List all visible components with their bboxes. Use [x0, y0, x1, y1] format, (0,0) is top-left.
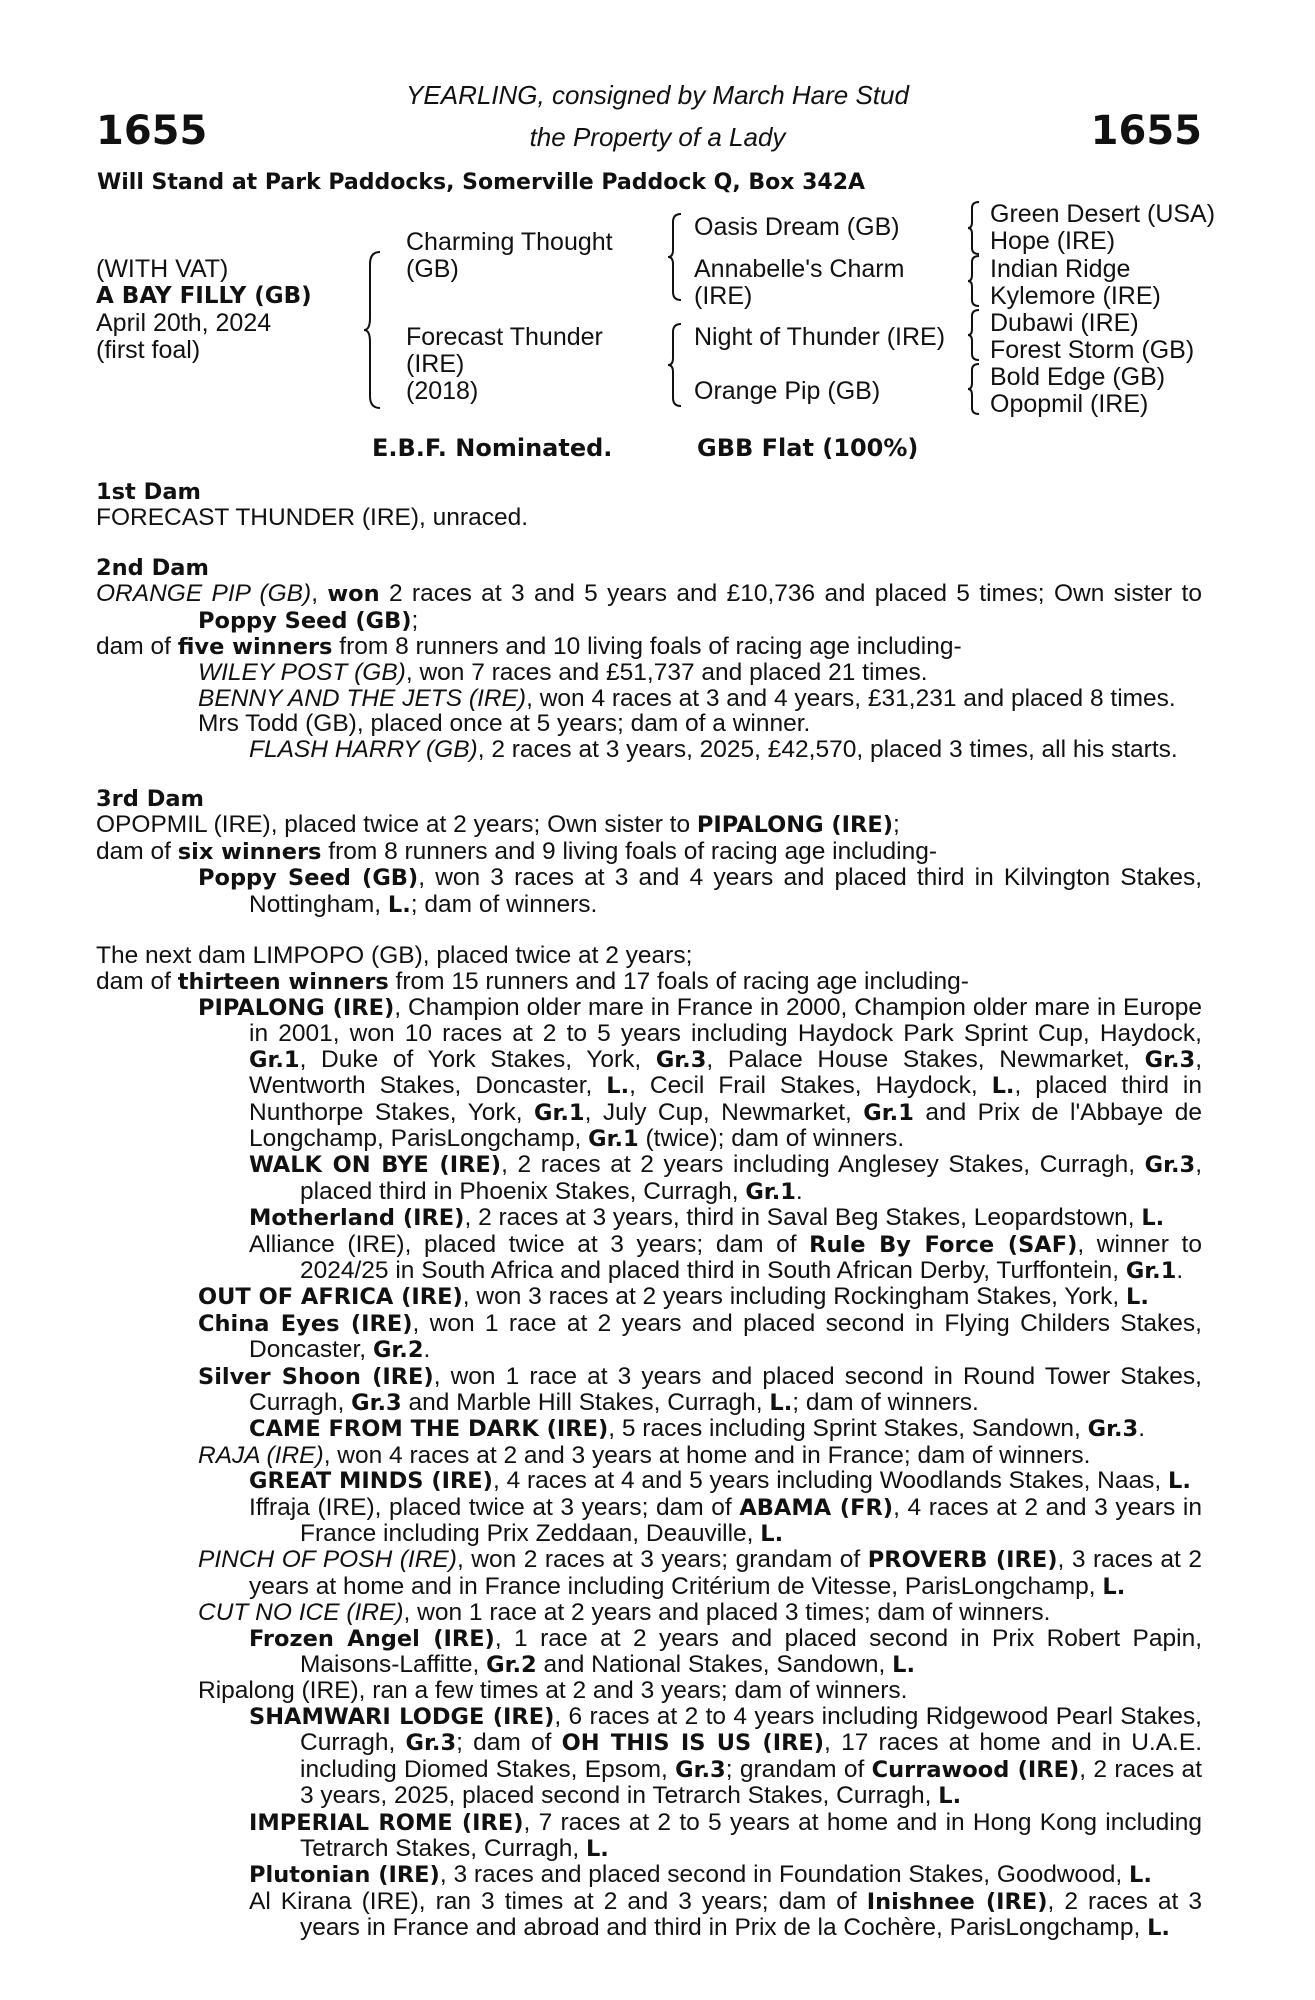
text: , won 1 race at 3 years and placed second in Round Tower Stakes, Curragh, — [249, 1362, 1202, 1416]
text: and Prix de l'Abbaye de Longchamp, ParisLongchamp, — [249, 1098, 1202, 1152]
text: . — [1176, 1256, 1184, 1284]
pedigree-line — [96, 1495, 1202, 1548]
text: , — [311, 580, 328, 608]
section-heading — [96, 480, 1202, 505]
dam-year: (2018) — [406, 377, 479, 405]
pedigree-line — [96, 1152, 1202, 1205]
bold-text: L. — [387, 891, 411, 918]
italic-text: ORANGE PIP (GB) — [96, 580, 312, 608]
text: and Marble Hill Stakes, Curragh, — [401, 1389, 770, 1416]
section-heading — [96, 556, 1202, 581]
pedigree-line — [96, 1364, 1202, 1417]
pedigree-line — [96, 1704, 1202, 1810]
sire-dam-country: (IRE) — [694, 282, 753, 310]
bold-text: Gr.1 — [1125, 1257, 1177, 1284]
g4-name-3: Indian Ridge — [990, 255, 1131, 283]
text: Alliance (IRE), placed twice at 3 years; dam of — [249, 1230, 810, 1258]
text: . — [795, 1177, 803, 1205]
text: , 4 races at 2 and 3 years in France including Prix Zeddaan, Deauville, — [300, 1493, 1202, 1548]
bold-text: Gr.3 — [351, 1390, 402, 1416]
bold-text: L. — [1129, 1862, 1152, 1889]
pedigree-line — [96, 686, 1202, 711]
bold-text: Gr.1 — [534, 1099, 585, 1126]
text: , Champion older mare in France in 2000, Champion older mare in Europe in 2001, won 10 races at 2 to 5 years including Haydock Park Sprint Cup, Haydock, — [249, 993, 1202, 1048]
bold-text: PIPALONG (IRE) — [198, 994, 395, 1021]
pedigree-line — [96, 1416, 1202, 1442]
pedigree-line — [96, 1284, 1202, 1310]
text: ; — [411, 606, 419, 634]
pedigree-line — [96, 1205, 1202, 1231]
bold-text: five winners — [177, 634, 333, 661]
bold-text: Gr.3 — [1144, 1152, 1196, 1179]
pedigree-line — [96, 1443, 1202, 1468]
text: , won 4 races at 3 and 4 years, £31,231 and placed 8 times. — [526, 684, 1176, 712]
text: Iffraja (IRE), placed twice at 3 years; dam of — [249, 1493, 740, 1521]
italic-text: WILEY POST (GB) — [198, 659, 406, 687]
text: dam of — [96, 633, 178, 661]
bold-text: SHAMWARI LODGE (IRE) — [249, 1703, 555, 1730]
text: , 2 races at 3 years, 2025, placed second in Tetrarch Stakes, Curragh, — [300, 1755, 1202, 1810]
bold-text: Motherland (IRE) — [249, 1205, 465, 1232]
bold-text: L. — [892, 1652, 916, 1679]
text: , Palace House Stakes, Newmarket, — [706, 1045, 1145, 1073]
bold-text: Gr.2 — [486, 1652, 537, 1679]
pedigree-line — [96, 865, 1202, 918]
stand-location: Will Stand at Park Paddocks, Somerville Paddock Q, Box 342A — [97, 170, 866, 195]
text: from 8 runners and 10 living foals of racing age including- — [332, 633, 962, 661]
pedigree-line — [96, 634, 1202, 660]
catalogue-body — [96, 480, 1202, 1942]
text: , 3 races at 2 years at home and in France including Critérium de Vitesse, ParisLongchamp, — [249, 1546, 1202, 1600]
sire-brace — [666, 212, 684, 302]
pedigree-line — [96, 1889, 1202, 1942]
text: , 4 races at 4 and 5 years including Woodlands Stakes, Naas, — [492, 1467, 1168, 1495]
text: , won 1 race at 2 years and placed 3 times; dam of winners. — [403, 1599, 1051, 1627]
bold-text: won — [327, 581, 380, 608]
pedigree-line — [96, 969, 1202, 995]
text: , placed third in Nunthorpe Stakes, York, — [249, 1072, 1202, 1126]
text: , won 3 races at 2 years including Rockingham Stakes, York, — [462, 1283, 1127, 1311]
text: ; grandam of — [725, 1755, 872, 1783]
text: , 7 races at 2 to 5 years at home and in Hong Kong including Tetrarch Stakes, Curragh, — [300, 1808, 1202, 1862]
vat-label: (WITH VAT) — [96, 255, 229, 283]
pedigree-line — [96, 1232, 1202, 1285]
bold-text: L. — [1126, 1284, 1149, 1311]
text: , 5 races including Sprint Stakes, Sandown, — [608, 1415, 1088, 1443]
bold-text: L. — [585, 1835, 609, 1862]
pedigree-line — [96, 812, 1202, 838]
text: Al Kirana (IRE), ran 3 times at 2 and 3 years; dam of — [249, 1887, 867, 1915]
text: ; — [893, 811, 900, 839]
bold-text: Silver Shoon (IRE) — [198, 1363, 434, 1390]
date-of-birth: April 20th, 2024 — [96, 309, 272, 337]
lot-number-left: 1655 — [96, 108, 208, 154]
text: Mrs Todd (GB), placed once at 5 years; dam of a winner. — [198, 710, 811, 738]
text: , won 1 race at 2 years and placed second in Flying Childers Stakes, Doncaster, — [249, 1309, 1202, 1364]
text: ; dam of winners. — [410, 890, 598, 918]
text: Ripalong (IRE), ran a few times at 2 and 3 years; dam of winners. — [198, 1677, 908, 1705]
header-title-line2: the Property of a Lady — [529, 122, 786, 152]
bold-text: Gr.3 — [1144, 1046, 1196, 1073]
bold-text: Rule By Force (SAF) — [809, 1231, 1078, 1258]
text: , 2 races at 3 years, 2025, £42,570, placed 3 times, all his starts. — [477, 735, 1178, 763]
bold-text: CAME FROM THE DARK (IRE) — [249, 1416, 609, 1443]
pedigree-line — [96, 1547, 1202, 1600]
dam-brace — [666, 322, 684, 408]
bold-text: Gr.1 — [588, 1125, 639, 1152]
text: , won 2 races at 3 years; grandam of — [456, 1546, 868, 1574]
pedigree-line — [96, 660, 1202, 685]
italic-text: FLASH HARRY (GB) — [249, 735, 478, 763]
pedigree-brace — [362, 250, 384, 410]
text: , won 4 races at 2 and 3 years at home and in France; dam of winners. — [323, 1441, 1091, 1469]
text: , placed third in Phoenix Stakes, Curragh, — [300, 1151, 1202, 1205]
bold-text: Gr.1 — [249, 1046, 300, 1073]
text: from 15 runners and 17 foals of racing age including- — [388, 967, 969, 995]
pedigree-line — [96, 839, 1202, 865]
text: , 2 races at 3 years, third in Saval Beg Stakes, Leopardstown, — [464, 1204, 1142, 1232]
italic-text: BENNY AND THE JETS (IRE) — [198, 684, 527, 712]
g4-name-6: Forest Storm (GB) — [990, 336, 1195, 364]
bold-text: ABAMA (FR) — [739, 1494, 894, 1521]
italic-text: CUT NO ICE (IRE) — [198, 1599, 404, 1627]
pedigree-line — [96, 995, 1202, 1152]
bold-text: China Eyes (IRE) — [198, 1310, 413, 1337]
spacer — [96, 531, 1202, 556]
bold-text: Plutonian (IRE) — [249, 1862, 440, 1889]
italic-text: PINCH OF POSH (IRE) — [198, 1546, 457, 1574]
text: and National Stakes, Sandown, — [536, 1651, 893, 1679]
g3-brace-1 — [966, 200, 982, 256]
bold-text: L. — [1141, 1205, 1165, 1232]
section-heading — [96, 787, 1202, 812]
bold-text: OUT OF AFRICA (IRE) — [198, 1284, 463, 1311]
pedigree-line — [96, 1600, 1202, 1625]
g4-name-5: Dubawi (IRE) — [990, 309, 1139, 337]
text: dam of — [96, 837, 178, 865]
g3-brace-2 — [966, 254, 982, 308]
text: . — [1138, 1415, 1146, 1443]
bold-text: Gr.3 — [655, 1046, 707, 1073]
bold-text: thirteen winners — [177, 968, 389, 995]
pedigree-line — [96, 1311, 1202, 1364]
bold-text: GREAT MINDS (IRE) — [249, 1468, 493, 1495]
bold-text: Poppy Seed (GB) — [198, 607, 412, 634]
g4-name-2: Hope (IRE) — [990, 227, 1116, 255]
bold-text: L. — [991, 1073, 1015, 1100]
dam-country: (IRE) — [406, 350, 465, 378]
bold-text: Poppy Seed (GB) — [198, 865, 419, 892]
text: , Wentworth Stakes, Doncaster, — [249, 1045, 1202, 1100]
bold-text: L. — [1147, 1915, 1170, 1942]
bold-text: Gr.1 — [745, 1178, 796, 1205]
bold-text: Gr.3 — [405, 1730, 457, 1757]
pedigree-line — [96, 943, 1202, 968]
foal-note: (first foal) — [96, 336, 201, 364]
bold-text: Gr.1 — [863, 1099, 914, 1126]
bold-text: Frozen Angel (IRE) — [249, 1625, 495, 1652]
g3-brace-4 — [966, 362, 982, 416]
bold-text: IMPERIAL ROME (IRE) — [249, 1809, 524, 1836]
bold-text: PROVERB (IRE) — [867, 1547, 1058, 1574]
text: 2 races at 3 and 5 years and £10,736 and placed 5 times; Own sister to — [379, 580, 1202, 608]
text: , 17 races at home and in U.A.E. including Diomed Stakes, Epsom, — [300, 1729, 1202, 1783]
text: , 6 races at 2 to 4 years including Ridgewood Pearl Stakes, Curragh, — [300, 1702, 1202, 1757]
text: , Duke of York Stakes, York, — [299, 1045, 656, 1073]
bold-text: PIPALONG (IRE) — [696, 812, 894, 839]
bold-text: L. — [1168, 1468, 1191, 1495]
g4-name-4: Kylemore (IRE) — [990, 282, 1161, 310]
bold-text: 2nd Dam — [96, 554, 209, 581]
pedigree-line — [96, 1862, 1202, 1888]
text: , winner to 2024/25 in South Africa and placed third in South African Derby, Turffontein, — [300, 1230, 1202, 1284]
text: , Cecil Frail Stakes, Haydock, — [629, 1072, 992, 1100]
text: , July Cup, Newmarket, — [584, 1098, 864, 1126]
sire-country: (GB) — [406, 255, 459, 283]
text: ; dam of winners. — [792, 1389, 979, 1416]
dam-dam: Orange Pip (GB) — [694, 377, 881, 405]
lot-number-right: 1655 — [1090, 108, 1202, 154]
gbb-note: GBB Flat (100%) — [697, 434, 919, 462]
text: , won 3 races at 3 and 4 years and placed third in Kilvington Stakes, Nottingham, — [249, 864, 1203, 918]
sire-name: Charming Thought — [406, 228, 613, 256]
g4-name-1: Green Desert (USA) — [990, 200, 1216, 228]
bold-text: L. — [1102, 1573, 1126, 1600]
pedigree-line — [96, 1626, 1202, 1679]
text: , 2 races at 2 years including Anglesey Stakes, Curragh, — [501, 1151, 1145, 1179]
bold-text: L. — [760, 1521, 784, 1548]
sire-dam-name: Annabelle's Charm — [694, 255, 905, 283]
bold-text: Currawood (IRE) — [871, 1756, 1080, 1783]
spacer — [96, 762, 1202, 787]
bold-text: L. — [938, 1783, 962, 1810]
pedigree-line — [96, 737, 1202, 762]
pedigree-line — [96, 1468, 1202, 1494]
bold-text: Gr.3 — [1087, 1416, 1139, 1443]
ebf-note: E.B.F. Nominated. — [372, 434, 613, 462]
header-title-line1: YEARLING, consigned by March Hare Stud — [406, 80, 909, 110]
pedigree-line — [96, 1678, 1202, 1703]
horse-name: A BAY FILLY (GB) — [96, 283, 312, 309]
bold-text: OH THIS IS US (IRE) — [561, 1730, 825, 1757]
bold-text: six winners — [177, 838, 322, 865]
g3-brace-3 — [966, 308, 982, 362]
sire-sire: Oasis Dream (GB) — [694, 213, 900, 241]
text: , 3 races and placed second in Foundation Stakes, Goodwood, — [439, 1861, 1130, 1889]
pedigree-line — [96, 581, 1202, 634]
dam-name: Forecast Thunder — [406, 323, 603, 351]
bold-text: Gr.2 — [372, 1337, 424, 1364]
text: FORECAST THUNDER (IRE), unraced. — [96, 504, 529, 532]
spacer — [96, 918, 1202, 943]
bold-text: Gr.3 — [675, 1756, 726, 1783]
text: (twice); dam of winners. — [638, 1124, 905, 1152]
text: OPOPMIL (IRE), placed twice at 2 years; Own sister to — [96, 811, 697, 839]
bold-text: 1st Dam — [96, 479, 201, 505]
bold-text: L. — [769, 1390, 793, 1416]
bold-text: WALK ON BYE (IRE) — [249, 1152, 502, 1179]
pedigree-line — [96, 1810, 1202, 1863]
bold-text: Inishnee (IRE) — [866, 1888, 1048, 1915]
italic-text: RAJA (IRE) — [198, 1441, 324, 1469]
g4-name-8: Opopmil (IRE) — [990, 390, 1149, 418]
g4-name-7: Bold Edge (GB) — [990, 363, 1166, 391]
text: . — [423, 1336, 431, 1364]
text: , 1 race at 2 years and placed second in Prix Robert Papin, Maisons-Laffitte, — [300, 1624, 1203, 1679]
pedigree-line — [96, 711, 1202, 736]
text: dam of — [96, 967, 178, 995]
text: from 8 runners and 9 living foals of racing age including- — [321, 837, 938, 865]
text: ; dam of — [456, 1729, 562, 1757]
text: , won 7 races and £51,737 and placed 21 times. — [405, 659, 928, 687]
text: The next dam LIMPOPO (GB), placed twice at 2 years; — [96, 942, 693, 970]
bold-text: L. — [606, 1073, 630, 1100]
pedigree-line — [96, 505, 1202, 530]
bold-text: 3rd Dam — [96, 786, 204, 813]
dam-sire: Night of Thunder (IRE) — [694, 323, 946, 351]
text: , 2 races at 3 years in France and abroad and third in Prix de la Cochère, ParisLongchamp, — [300, 1887, 1202, 1942]
